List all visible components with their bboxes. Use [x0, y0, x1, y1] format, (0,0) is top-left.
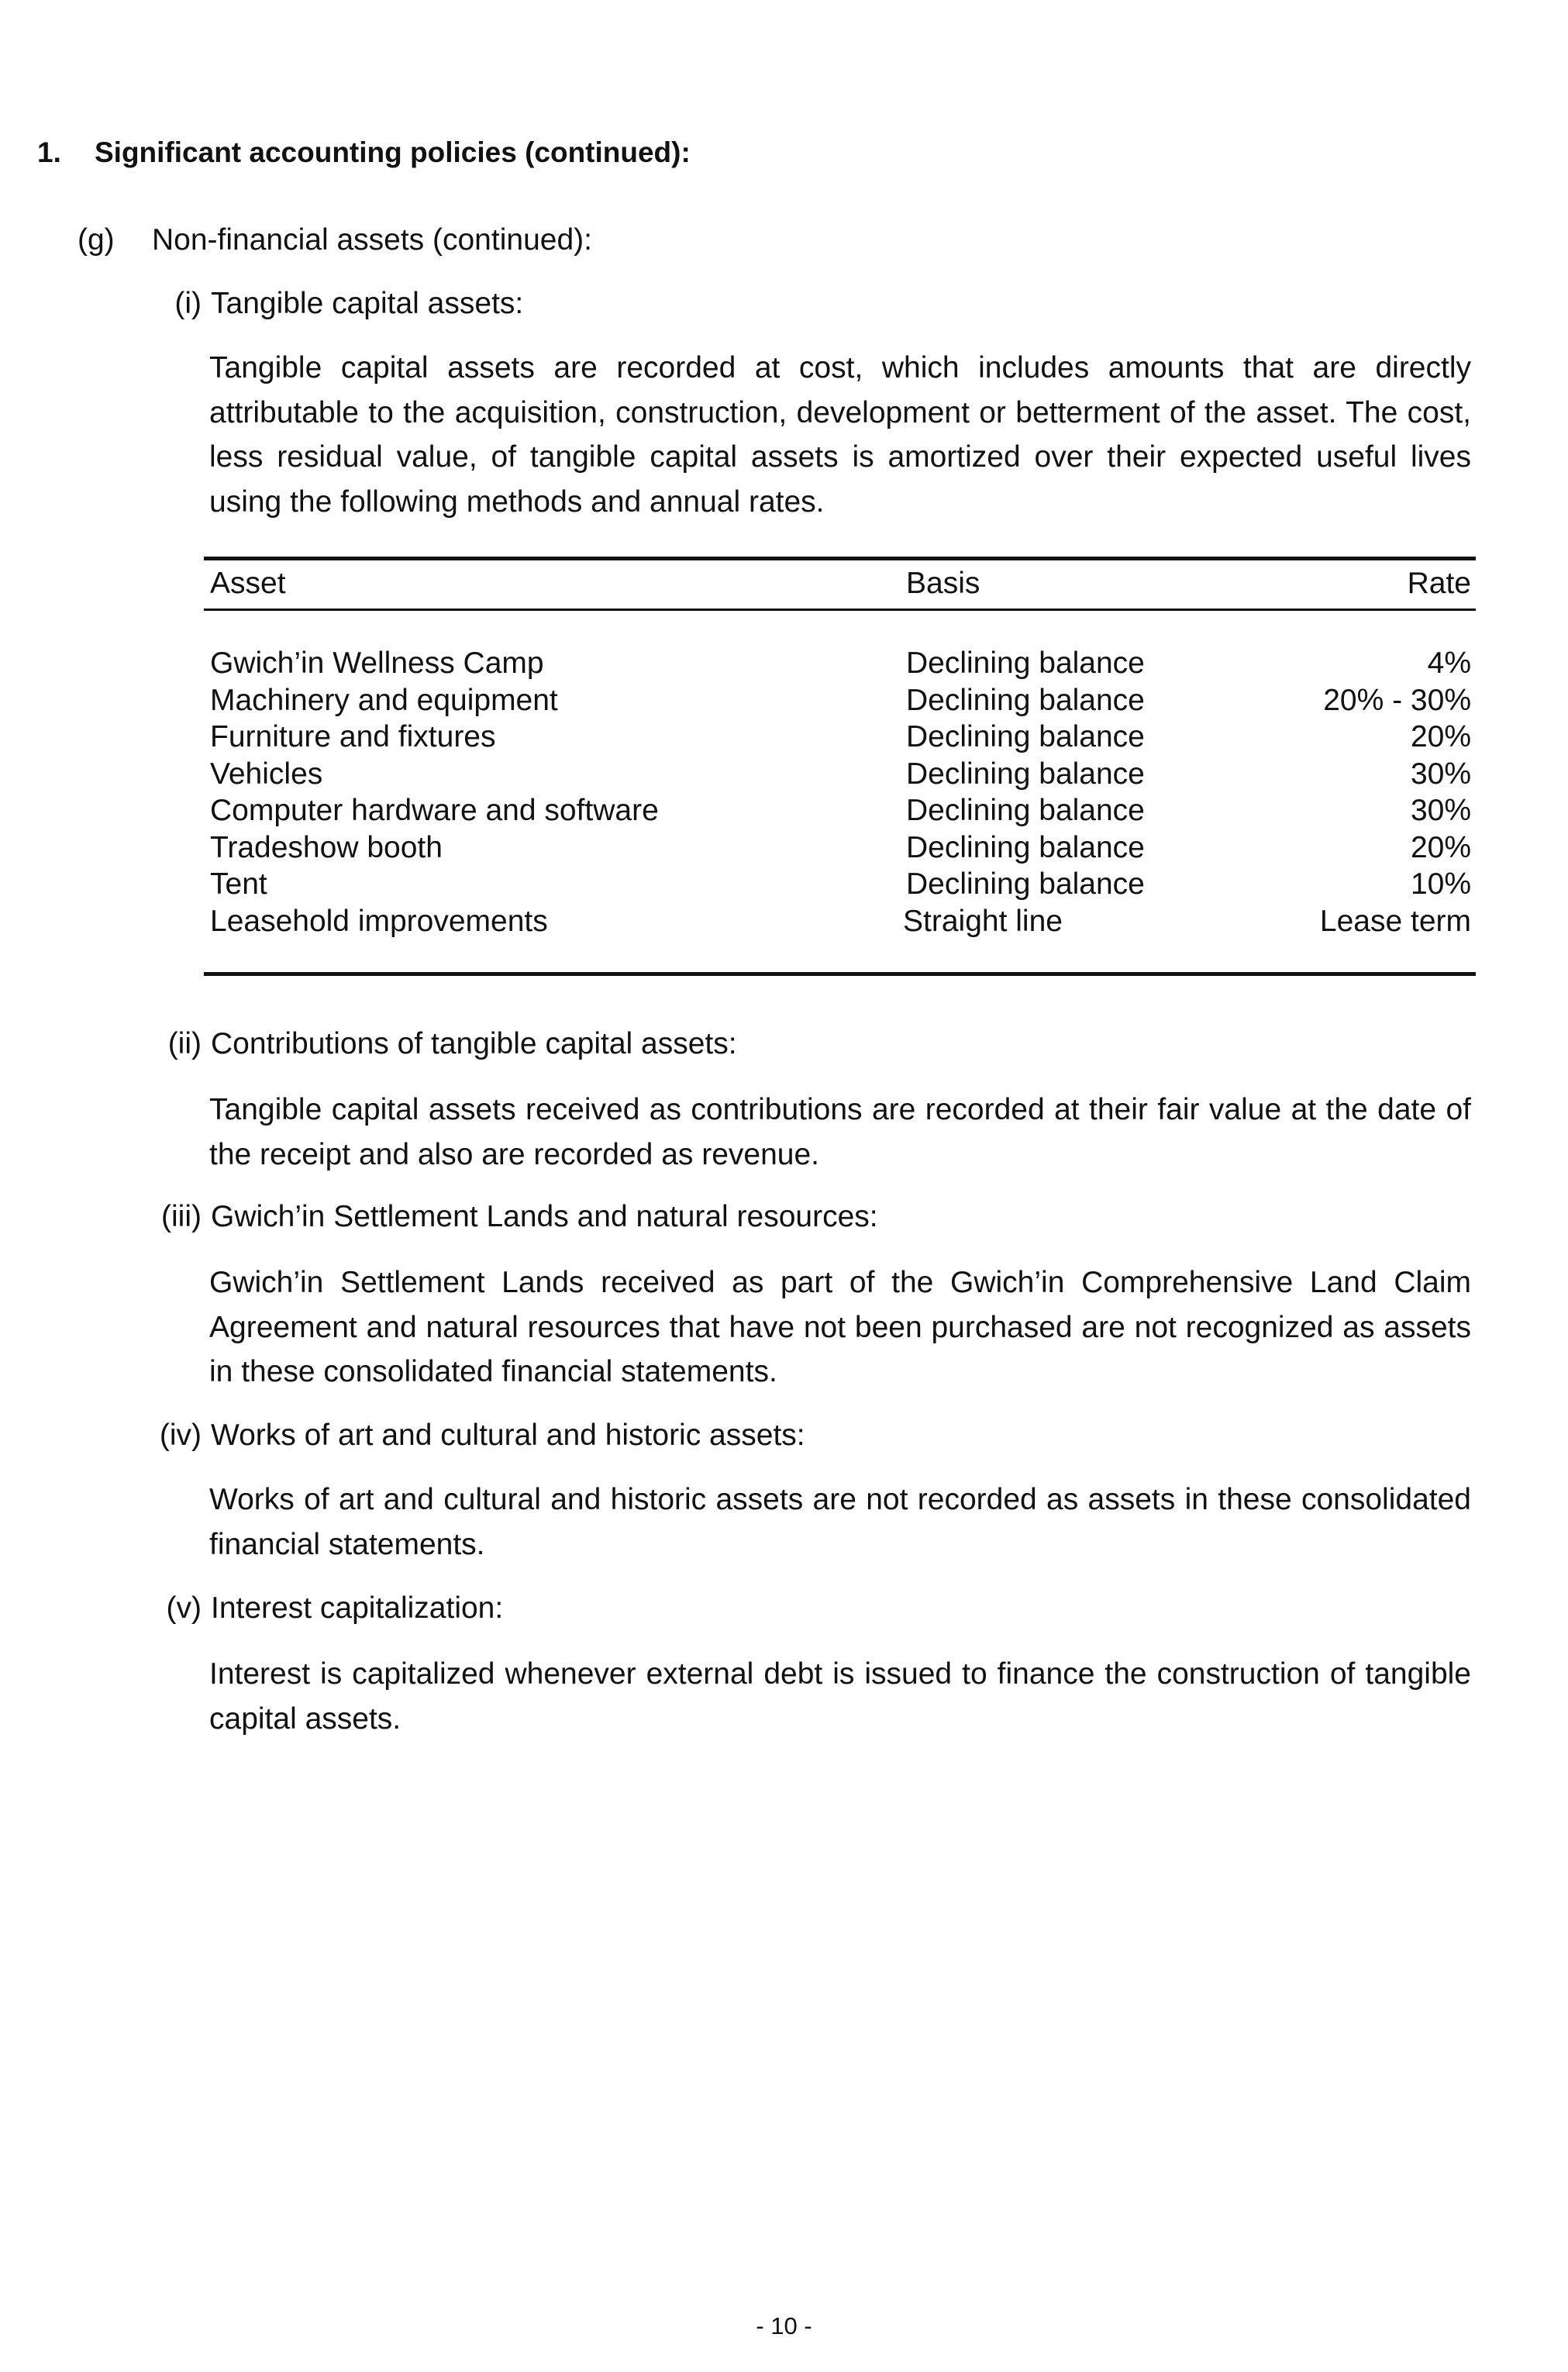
amortization-table: [204, 557, 1476, 976]
cell-asset: Tent: [210, 867, 267, 901]
table-row: [204, 905, 1476, 942]
item-title: Works of art and cultural and historic assets:: [211, 1419, 805, 1452]
cell-basis: Declining balance: [906, 720, 1145, 753]
subsection-title: Non-financial assets (continued):: [152, 223, 592, 257]
table-row: [204, 684, 1476, 721]
cell-basis: Declining balance: [906, 757, 1145, 791]
table-row: [204, 646, 1476, 684]
cell-basis: Declining balance: [906, 646, 1145, 680]
item-title: Tangible capital assets:: [211, 287, 524, 320]
table-body: [204, 611, 1476, 972]
cell-rate: 4%: [1427, 646, 1471, 680]
item-title: Interest capitalization:: [211, 1591, 504, 1625]
table-header: [204, 560, 1476, 609]
cell-asset: Computer hardware and software: [210, 794, 659, 827]
table-row: [204, 757, 1476, 795]
cell-rate: 20%: [1410, 830, 1471, 864]
item-title: Contributions of tangible capital assets:: [211, 1027, 737, 1060]
cell-asset: Gwich’in Wellness Camp: [210, 646, 544, 680]
header-rate: Rate: [1407, 567, 1471, 600]
header-asset: Asset: [210, 567, 286, 600]
cell-rate: 30%: [1410, 757, 1471, 791]
subsection-marker: (g): [78, 223, 115, 257]
item-heading: [159, 1419, 805, 1453]
item-marker: (iv): [159, 1419, 202, 1452]
item-title: Gwich’in Settlement Lands and natural resources:: [211, 1200, 878, 1233]
table-bottom-rule: [204, 972, 1476, 976]
cell-asset: Leasehold improvements: [210, 904, 548, 938]
cell-basis: Declining balance: [906, 794, 1145, 827]
section-number: 1.: [37, 136, 61, 168]
cell-rate: 10%: [1410, 867, 1471, 901]
item-heading: [161, 1200, 878, 1234]
item-heading: [167, 1027, 737, 1061]
cell-rate: Lease term: [1319, 904, 1471, 938]
item-heading: [174, 287, 524, 321]
cell-asset: Furniture and fixtures: [210, 720, 496, 753]
item-paragraph: Interest is capitalized whenever external debt is issued to finance the construction of tangible capital assets.: [209, 1657, 1471, 1736]
cell-basis: Declining balance: [906, 683, 1145, 717]
section-title: Significant accounting policies (continued):: [95, 136, 691, 168]
cell-rate: 30%: [1410, 794, 1471, 827]
cell-asset: Machinery and equipment: [210, 683, 558, 717]
item-paragraph: Works of art and cultural and historic assets are not recorded as assets in these consolidated financial statements.: [209, 1483, 1471, 1561]
item-heading: [166, 1591, 504, 1626]
cell-basis: Straight line: [903, 904, 1063, 938]
item-marker: (v): [166, 1591, 202, 1625]
item-paragraph: Tangible capital assets are recorded at cost, which includes amounts that are directly attributable to the acquisition, construction, development or betterment of the asset. The cost, less residual value, of tangible capital assets is amortized over their expected useful lives using the following methods and annual rates.: [209, 351, 1471, 519]
cell-asset: Tradeshow booth: [210, 830, 443, 864]
item-marker: (i): [174, 287, 202, 320]
table-row: [204, 720, 1476, 757]
section-heading: [37, 136, 691, 169]
page-number: - 10 -: [756, 2312, 812, 2339]
table-row: [204, 867, 1476, 905]
cell-rate: 20%: [1410, 720, 1471, 753]
cell-rate: 20% - 30%: [1323, 683, 1471, 717]
header-basis: Basis: [906, 567, 980, 600]
item-marker: (ii): [167, 1027, 202, 1060]
subsection-heading: [78, 223, 592, 257]
cell-basis: Declining balance: [906, 867, 1145, 901]
item-marker: (iii): [161, 1200, 202, 1233]
table-row: [204, 794, 1476, 831]
item-paragraph: Tangible capital assets received as contributions are recorded at their fair value at the date of the receipt and also are recorded as revenue.: [209, 1093, 1471, 1171]
cell-asset: Vehicles: [210, 757, 323, 791]
cell-basis: Declining balance: [906, 830, 1145, 864]
item-paragraph: Gwich’in Settlement Lands received as part of the Gwich’in Comprehensive Land Claim Agreement and natural resources that have not been purchased are not recognized as assets in these consolidated financial statements.: [209, 1266, 1471, 1388]
table-row: [204, 831, 1476, 868]
